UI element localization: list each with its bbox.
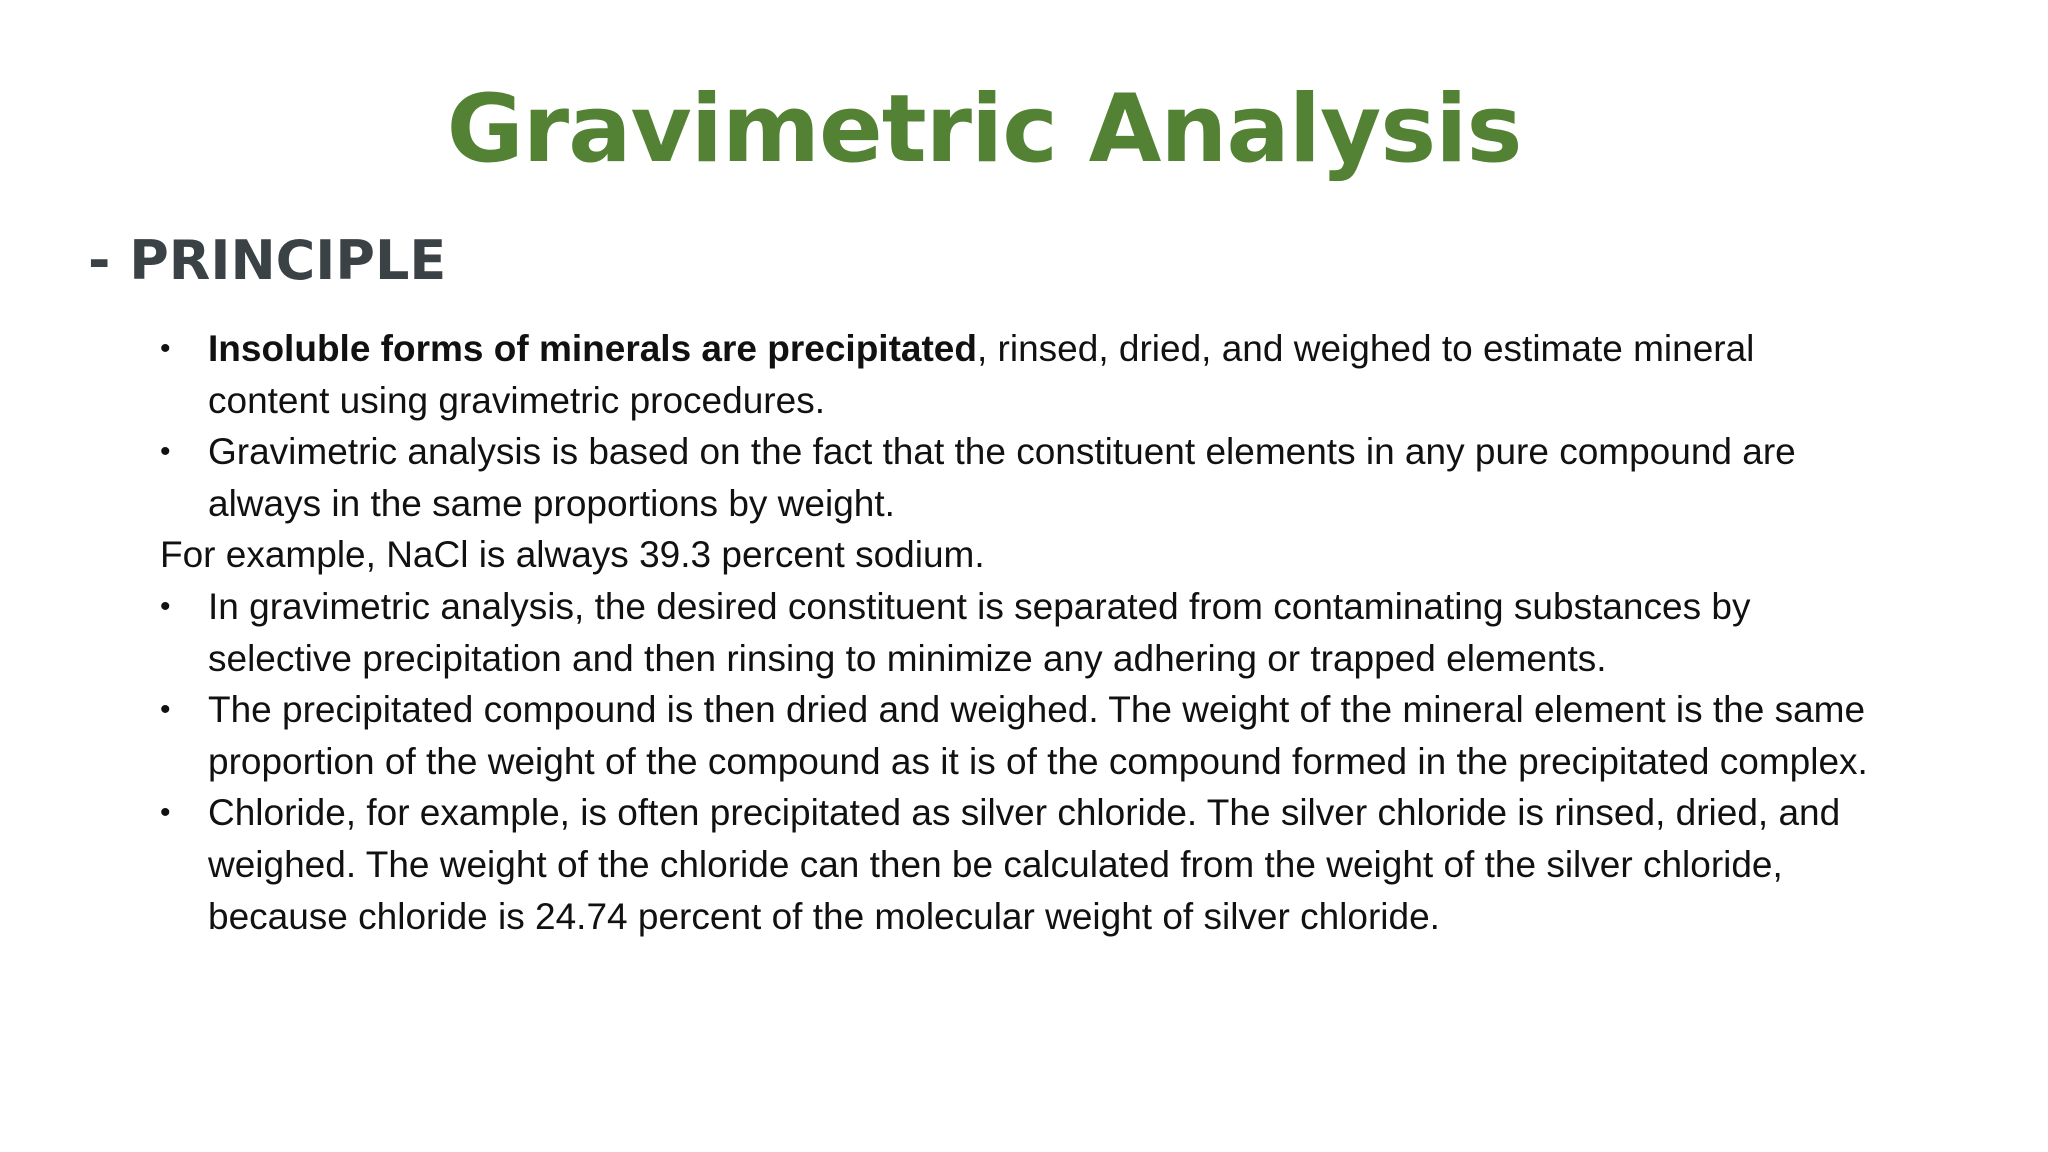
bullet-text: Gravimetric analysis is based on the fact that the constituent elements in any pure compound are always in the same proportions by weight.: [208, 431, 1796, 524]
slide-title: Gravimetric Analysis: [446, 75, 1522, 184]
bullet-icon: •: [160, 693, 171, 727]
bullet-item: [160, 684, 1880, 787]
bullet-text: Chloride, for example, is often precipitated as silver chloride. The silver chloride is rinsed, dried, and weighed. The weight of the chloride can then be calculated from the weight of the silver chloride, because chloride is 24.74 percent of the molecular weight of silver chloride.: [208, 792, 1841, 937]
bullet-icon: •: [160, 435, 171, 469]
bullet-icon: •: [160, 796, 171, 830]
bullet-text: , rinsed, dried, and weighed to estimate mineral content using gravimetric procedures.: [208, 328, 1755, 421]
section-heading: - PRINCIPLE: [88, 229, 447, 292]
bullet-bold-text: Insoluble forms of minerals are precipitated: [208, 328, 977, 369]
bullet-item: [160, 323, 1880, 426]
bullet-text: In gravimetric analysis, the desired constituent is separated from contaminating substances by selective precipitation and then rinsing to minimize any adhering or trapped elements.: [208, 585, 1751, 679]
example-text: For example, NaCl is always 39.3 percent sodium.: [160, 534, 985, 576]
bullet-icon: •: [160, 332, 171, 365]
bullet-icon: •: [160, 589, 171, 623]
bullet-item: [160, 787, 1880, 942]
content-body: [160, 323, 1880, 942]
example-line: [160, 529, 1880, 581]
bullet-text: The precipitated compound is then dried and weighed. The weight of the mineral element is the same proportion of the weight of the compound as it is of the compound formed in the precipitated complex.: [208, 689, 1868, 782]
bullet-item: [160, 426, 1880, 529]
bullet-item: [160, 581, 1880, 684]
